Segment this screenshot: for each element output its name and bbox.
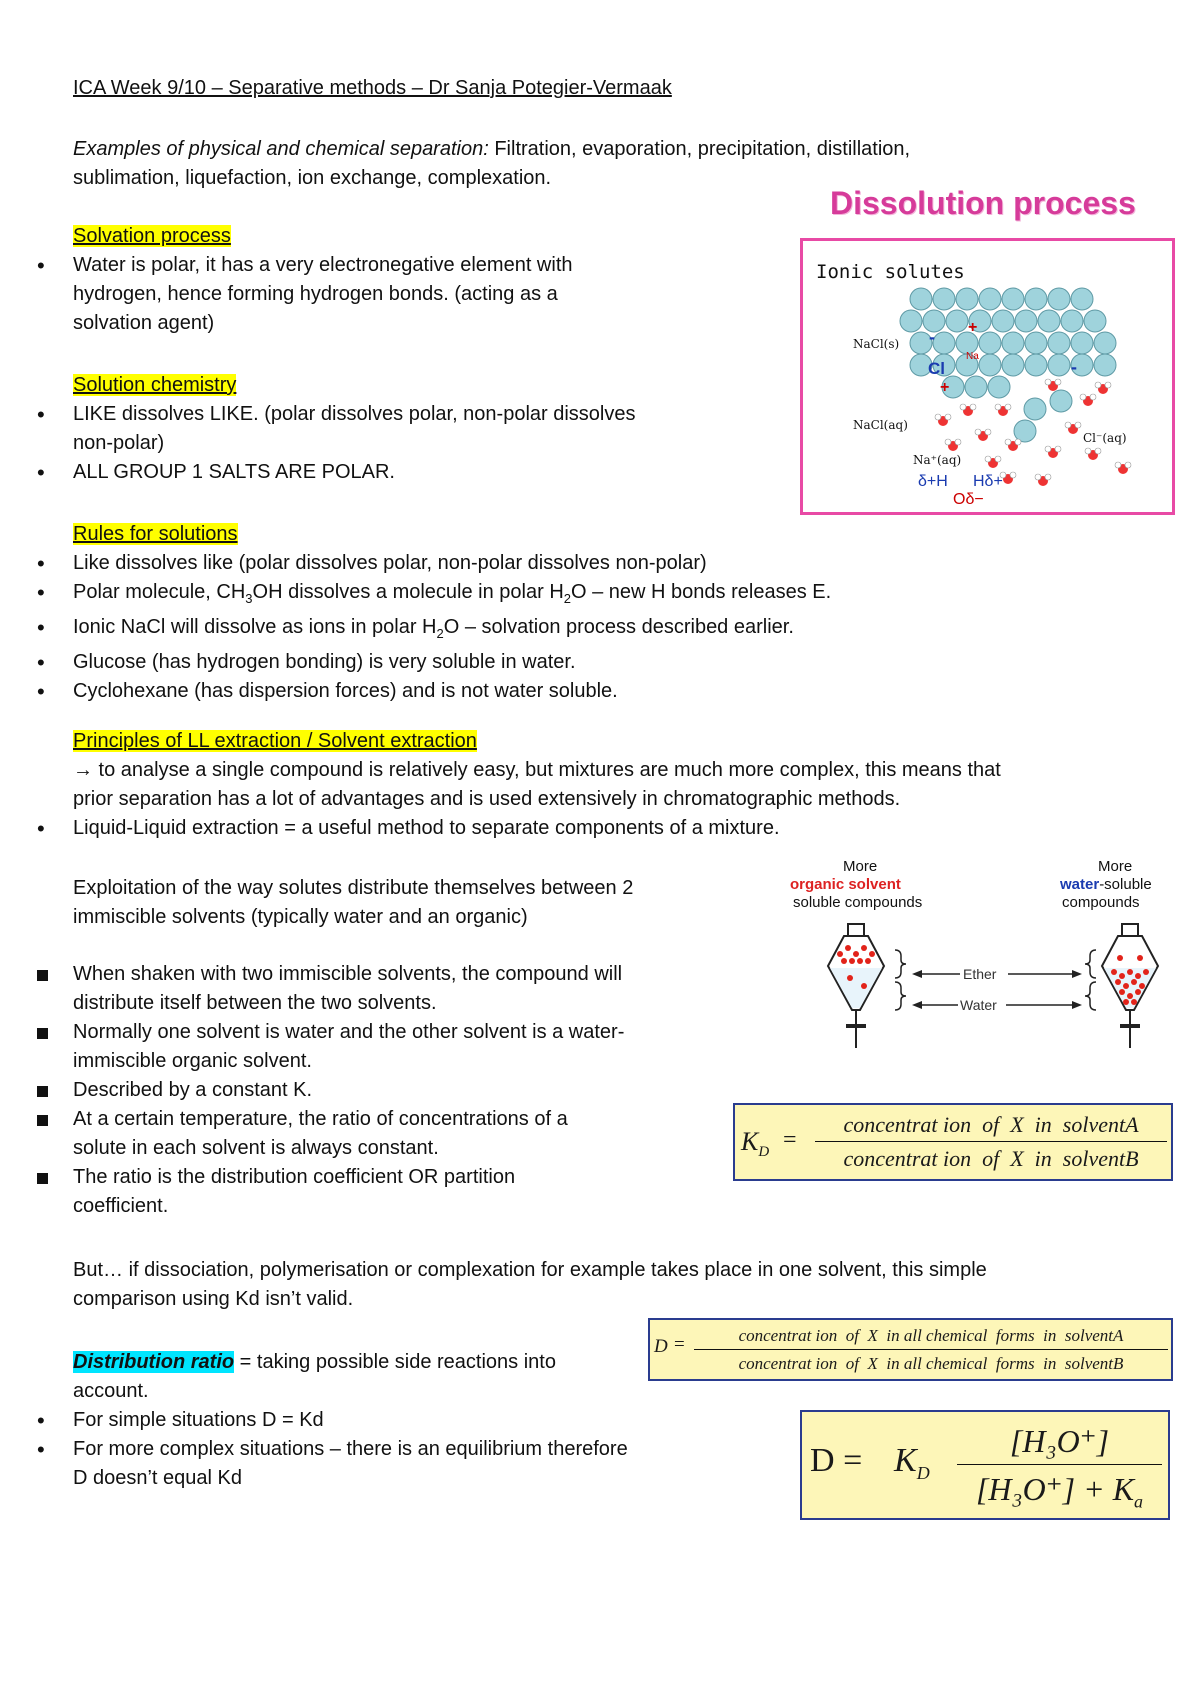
water-h-left: δ+H xyxy=(918,473,948,490)
exploit-line-2: immiscible solvents (typically water and an organic) xyxy=(73,906,528,928)
lattice-sphere xyxy=(979,288,1001,310)
plus-sign: + xyxy=(940,379,950,396)
minus-sign: - xyxy=(929,327,935,347)
solute-dot xyxy=(1111,969,1117,975)
ll-heading: Principles of LL extraction / Solvent extraction xyxy=(73,730,477,752)
nacl-aq-label: NaCl(aq) xyxy=(853,418,908,432)
funnel-right-caption-1: More xyxy=(1098,858,1133,875)
water-molecule xyxy=(1115,462,1131,474)
lattice-sphere xyxy=(1038,310,1060,332)
solute-dot xyxy=(869,951,875,957)
solute-dot xyxy=(1123,983,1129,989)
solute-dot xyxy=(1119,973,1125,979)
water-molecule xyxy=(1045,446,1061,458)
solute-dot xyxy=(841,958,847,964)
funnel-left-caption-2: organic solvent xyxy=(790,876,901,893)
solute-dot xyxy=(865,958,871,964)
rules-list xyxy=(0,549,1100,706)
kd-equation-box xyxy=(733,1103,1173,1181)
solute-dot xyxy=(1143,969,1149,975)
solute-dot xyxy=(1127,969,1133,975)
solute-dot xyxy=(857,958,863,964)
lattice-sphere xyxy=(988,376,1010,398)
distribution-ratio-line: Distribution ratio = taking possible side reactions into xyxy=(73,1351,556,1373)
na-ion-label: Na xyxy=(966,351,979,362)
kd-lhs: $K_D$ xyxy=(741,1127,770,1161)
list-item: At a certain temperature, the ratio of concentrations of a solute in each solvent is always constant. xyxy=(0,1105,780,1163)
d-equals: = xyxy=(674,1334,685,1355)
lattice-sphere xyxy=(1071,332,1093,354)
solute-dot xyxy=(861,945,867,951)
distribution-ratio-line-2: account. xyxy=(73,1380,149,1402)
d2-fraction xyxy=(957,1418,1162,1525)
examples-label: Examples of physical and chemical separation: xyxy=(73,138,489,160)
lattice-sphere xyxy=(1025,288,1047,310)
solute-dot xyxy=(1127,993,1133,999)
right-funnel xyxy=(1102,924,1158,1048)
solute-dot xyxy=(1137,955,1143,961)
d2-kd: $K_D$ xyxy=(894,1442,930,1483)
examples-text-2: sublimation, liquefaction, ion exchange, complexation. xyxy=(73,167,552,189)
solute-dot xyxy=(853,951,859,957)
exploit-line-1: Exploitation of the way solutes distribute themselves between 2 xyxy=(73,877,634,899)
lattice-sphere xyxy=(979,332,1001,354)
dissolution-panel xyxy=(800,238,1175,515)
lattice-sphere xyxy=(1061,310,1083,332)
solution-chemistry-list xyxy=(0,400,760,487)
rules-heading: Rules for solutions xyxy=(73,523,238,545)
d-denominator: concentrat ion of X in all chemical forms in solventB xyxy=(738,1354,1124,1373)
list-item: Normally one solvent is water and the other solvent is a water- immiscible organic solvent. xyxy=(0,1018,780,1076)
distribution-list xyxy=(0,1406,790,1493)
left-funnel xyxy=(828,924,884,1048)
lattice-sphere xyxy=(1094,332,1116,354)
funnel-left-caption-1: More xyxy=(843,858,878,875)
d2-lhs: D = xyxy=(810,1442,863,1479)
kd-numerator: concentrat ion of X in solventA xyxy=(815,1109,1167,1142)
nacl-solid-label: NaCl(s) xyxy=(853,337,900,351)
funnel-right-caption-2: water-soluble xyxy=(1060,876,1152,893)
list-item: • Liquid-Liquid extraction = a useful method to separate components of a mixture. xyxy=(0,814,1100,843)
ll-arrow-line-1: → to analyse a single compound is relatively easy, but mixtures are much more complex, this means that xyxy=(73,759,1001,781)
ionic-lattice-diagram xyxy=(803,241,1172,512)
lattice-sphere xyxy=(946,310,968,332)
list-item: • Like dissolves like (polar dissolves polar, non-polar dissolves non-polar) xyxy=(0,549,1100,578)
kd-denominator: concentrat ion of X in solventB xyxy=(843,1146,1139,1171)
solute-dot xyxy=(861,983,867,989)
solute-dot xyxy=(1135,989,1141,995)
lattice-sphere xyxy=(979,354,1001,376)
water-molecule xyxy=(945,439,961,451)
water-molecule xyxy=(975,429,991,441)
water-molecule xyxy=(1080,394,1096,406)
list-item: • Cyclohexane (has dispersion forces) and is not water soluble. xyxy=(0,677,1100,706)
ether-label: Ether xyxy=(963,966,997,982)
lattice-sphere xyxy=(1014,420,1036,442)
lattice-sphere xyxy=(1048,354,1070,376)
water-molecule xyxy=(1095,382,1111,394)
water-molecule xyxy=(935,414,951,426)
page-title: ICA Week 9/10 – Separative methods – Dr Sanja Potegier-Vermaak xyxy=(73,77,672,99)
lattice-sphere xyxy=(933,288,955,310)
na-aq-label: Na⁺(aq) xyxy=(913,453,962,467)
water-molecule xyxy=(995,404,1011,416)
list-item: • Water is polar, it has a very electronegative element with hydrogen, hence forming hydrogen bonds. (acting as a solvation agent) xyxy=(0,251,650,338)
d-fraction xyxy=(694,1323,1168,1378)
solute-dot xyxy=(849,958,855,964)
lattice-sphere xyxy=(992,310,1014,332)
water-molecule xyxy=(1045,379,1061,391)
solvation-heading: Solvation process xyxy=(73,225,231,247)
list-item: • LIKE dissolves LIKE. (polar dissolves polar, non-polar dissolves non-polar) xyxy=(0,400,760,458)
lattice-sphere xyxy=(1025,332,1047,354)
list-item: • For simple situations D = Kd xyxy=(0,1406,790,1435)
lattice-sphere xyxy=(1002,332,1024,354)
dissolution-title: Dissolution process xyxy=(830,185,1136,221)
but-line-2: comparison using Kd isn’t valid. xyxy=(73,1288,354,1310)
d2-numerator: [H₃O⁺] xyxy=(957,1418,1162,1465)
ionic-solutes-label: Ionic solutes xyxy=(816,261,965,283)
lattice-sphere xyxy=(933,332,955,354)
list-item: • ALL GROUP 1 SALTS ARE POLAR. xyxy=(0,458,760,487)
solute-dot xyxy=(1135,973,1141,979)
solute-dot xyxy=(1131,999,1137,1005)
solute-dot xyxy=(1115,979,1121,985)
solute-dot xyxy=(1131,979,1137,985)
lattice-sphere xyxy=(1094,354,1116,376)
lattice-sphere xyxy=(910,288,932,310)
list-item: When shaken with two immiscible solvents, the compound will distribute itself between the two solvents. xyxy=(0,960,780,1018)
plus-sign: + xyxy=(968,319,978,336)
cl-ion-label: Cl xyxy=(928,359,945,378)
water-o: Oδ− xyxy=(953,491,984,508)
water-molecule xyxy=(1005,439,1021,451)
lattice-sphere xyxy=(1002,288,1024,310)
but-line-1: But… if dissociation, polymerisation or complexation for example takes place in one solvent, this simple xyxy=(73,1259,987,1281)
solute-dot xyxy=(837,951,843,957)
list-item: • Polar molecule, $CH_3OH$ dissolves a molecule in polar $H_2O$ – new H bonds releases E. xyxy=(0,578,1100,613)
list-item: The ratio is the distribution coefficient OR partition coefficient. xyxy=(0,1163,780,1221)
d-lhs: D xyxy=(654,1336,668,1357)
lattice-sphere xyxy=(900,310,922,332)
separating-funnels-diagram xyxy=(780,858,1175,1058)
solution-chemistry-heading: Solution chemistry xyxy=(73,374,237,396)
lattice-sphere xyxy=(1015,310,1037,332)
distribution-ratio-heading: Distribution ratio xyxy=(73,1351,235,1373)
examples-line-1 xyxy=(73,135,910,164)
solute-dot xyxy=(1139,983,1145,989)
lattice-sphere xyxy=(1071,288,1093,310)
funnel-figure xyxy=(780,858,1175,1058)
solute-dot xyxy=(845,945,851,951)
ll-arrow-line-2: prior separation has a lot of advantages and is used extensively in chromatographic methods. xyxy=(73,788,901,810)
water-molecule xyxy=(1035,474,1051,486)
funnel-right-caption-3: compounds xyxy=(1062,894,1140,911)
lattice-sphere xyxy=(1048,288,1070,310)
lattice-sphere xyxy=(956,288,978,310)
list-item: • Ionic NaCl will dissolve as ions in polar $H_2O$ – solvation process described earlier. xyxy=(0,613,1100,648)
ll-list xyxy=(0,814,1100,843)
list-item: • Glucose (has hydrogen bonding) is very soluble in water. xyxy=(0,648,1100,677)
lattice-sphere xyxy=(1025,354,1047,376)
cl-aq-label: Cl⁻(aq) xyxy=(1083,431,1127,445)
list-item: • For more complex situations – there is an equilibrium therefore D doesn’t equal Kd xyxy=(0,1435,790,1493)
list-item: Described by a constant K. xyxy=(0,1076,780,1105)
lattice-sphere xyxy=(1002,354,1024,376)
kd-equals: = xyxy=(783,1127,797,1153)
water-molecule xyxy=(1065,422,1081,434)
water-molecule xyxy=(985,456,1001,468)
d-equation-box xyxy=(648,1318,1173,1381)
solute-dot xyxy=(847,975,853,981)
lattice-sphere xyxy=(1050,390,1072,412)
water-molecule xyxy=(1085,448,1101,460)
dissolution-figure xyxy=(800,185,1175,515)
examples-text-1: Filtration, evaporation, precipitation, distillation, xyxy=(488,138,911,160)
solute-dot xyxy=(1119,989,1125,995)
funnel-left-caption-3: soluble compounds xyxy=(793,894,923,911)
water-molecule xyxy=(960,404,976,416)
d2-denominator: $[H_3O^+] + K_a$ xyxy=(975,1471,1144,1512)
solute-dot xyxy=(1123,999,1129,1005)
solute-dot xyxy=(1117,955,1123,961)
ll-square-list xyxy=(0,960,780,1221)
lattice-sphere xyxy=(965,376,987,398)
d-kd-equation-box xyxy=(800,1410,1170,1520)
water-label: Water xyxy=(960,997,997,1013)
kd-fraction xyxy=(815,1109,1167,1176)
lattice-sphere xyxy=(1024,398,1046,420)
water-h-right: Hδ+ xyxy=(973,473,1003,490)
minus-sign: - xyxy=(1071,357,1077,377)
d-numerator: concentrat ion of X in all chemical forms in solventA xyxy=(694,1323,1168,1350)
solvation-list xyxy=(0,251,650,338)
lattice-sphere xyxy=(1048,332,1070,354)
lattice-sphere xyxy=(1084,310,1106,332)
